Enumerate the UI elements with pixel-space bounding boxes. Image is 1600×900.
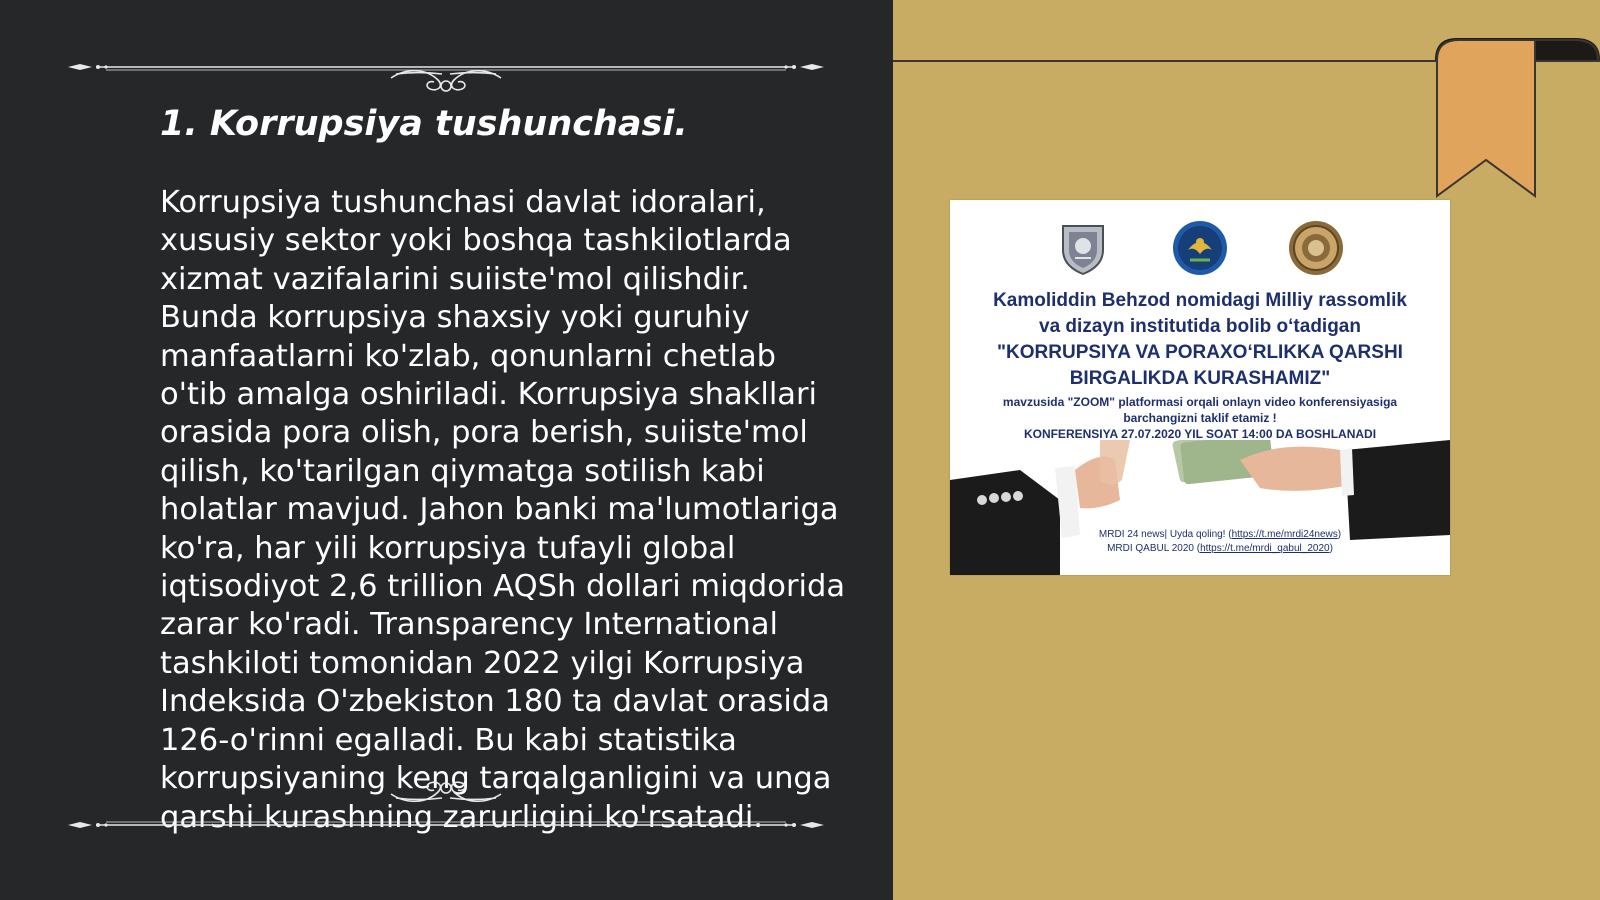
- emblem-row: [950, 220, 1450, 280]
- national-emblem-icon: [1172, 220, 1228, 276]
- shield-emblem-icon: [1055, 220, 1111, 276]
- body-paragraph: Korrupsiya tushunchasi davlat idoralari, xususiy sektor yoki boshqa tashkilotlarda xizmat vazifalarini suiiste'mol qilishdir. Bunda korrupsiya shaxsiy yoki guruhiy manfaatlarni ko'zlab, qonunlarni chetlab o'tib amalga oshiriladi. Korrupsiya shakllari orasida pora olish, pora berish, suiiste'mol qilish, ko'tarilgan qiymatga sotilish kabi holatlar mavjud. Jahon banki ma'lumotlariga ko'ra, har yili korrupsiya tufayli global iqtisodiyot 2,6 trillion AQSh dollari miqdorida zarar ko'radi. Transparency International tashkiloti tomonidan 2022 yilgi Korrupsiya Indeksida O'zbekiston 180 ta davlat orasida 126-o'rinni egalladi. Bu kabi statistika korrupsiyaning keng tarqalganligini va unga qarshi kurashning zarurligini ko'rsatadi.: [160, 185, 846, 835]
- poster-sub-line: barchangizni taklif etamiz !: [1123, 411, 1277, 425]
- bookmark-ribbon-icon: [1435, 36, 1600, 201]
- poster-heading-line: BIRGALIKDA KURASHAMIZ": [1069, 368, 1331, 389]
- bottom-ornament-divider: [66, 780, 826, 830]
- slide-title: 1. Korrupsiya tushunchasi.: [160, 104, 688, 144]
- poster-heading-line: va dizayn institutida bolib o‘tadigan: [1039, 316, 1361, 337]
- poster-subtext: [960, 394, 1440, 442]
- poster-sub-line: KONFERENSIYA 27.07.2020 YIL SOAT 14:00 DA BOSHLANADI: [1023, 427, 1377, 441]
- poster-heading-line: "KORRUPSIYA VA PORAXO‘RLIKKA QARSHI: [997, 342, 1403, 363]
- footer-text: MRDI 24 news| Uyda qoling! (: [1098, 529, 1232, 540]
- footer-text: ): [1329, 543, 1333, 554]
- footer-text: MRDI QABUL 2020 (: [1107, 543, 1201, 554]
- poster-heading: [960, 288, 1440, 392]
- institute-seal-icon: [1288, 220, 1344, 276]
- top-ornament-divider: [66, 42, 826, 92]
- telegram-admission-link[interactable]: https://t.me/mrdi_qabul_2020: [1200, 543, 1330, 554]
- poster-footer-line-2: [1010, 542, 1430, 556]
- poster-footer-line-1: [1010, 528, 1430, 542]
- poster-sub-line: mavzusida "ZOOM" platformasi orqali onlayn video konferensiyasiga: [1002, 395, 1398, 409]
- telegram-news-link[interactable]: https://t.me/mrdi24news: [1231, 529, 1338, 540]
- footer-text: ): [1337, 529, 1342, 540]
- poster-footer: [1010, 528, 1430, 556]
- conference-poster-image: [950, 200, 1450, 575]
- poster-heading-line: Kamoliddin Behzod nomidagi Milliy rassomlik: [993, 290, 1407, 311]
